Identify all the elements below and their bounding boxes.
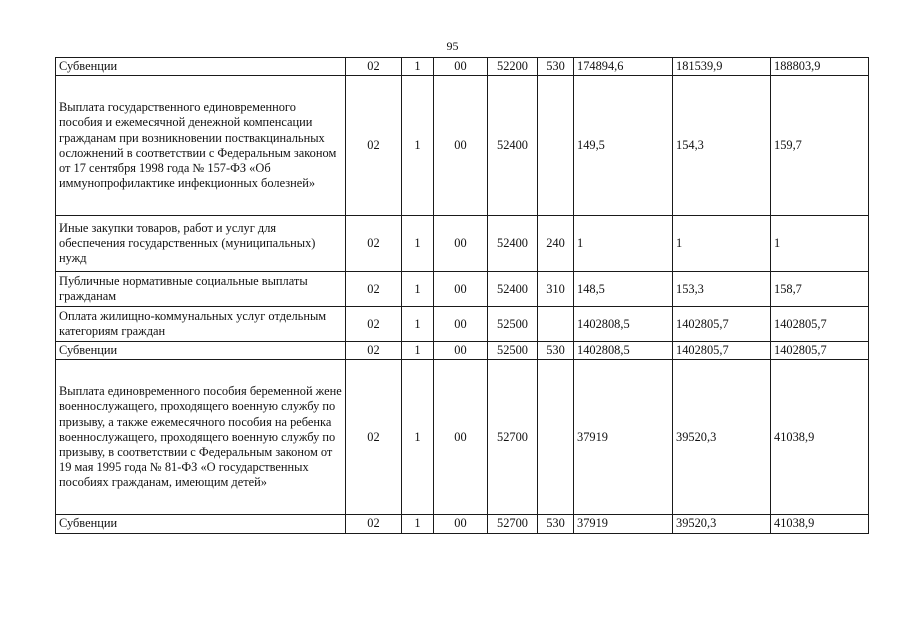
section-code-cell: 02 (346, 272, 402, 307)
year1-amount-cell: 1402808,5 (574, 307, 673, 342)
table-row (56, 272, 869, 307)
year1-amount-cell: 174894,6 (574, 58, 673, 76)
section-code-cell: 02 (346, 342, 402, 360)
year2-amount-cell: 39520,3 (673, 360, 771, 515)
expense-name-cell: Субвенции (56, 342, 346, 360)
year2-amount-cell: 153,3 (673, 272, 771, 307)
year3-amount-cell: 158,7 (771, 272, 869, 307)
direction-code-cell: 52700 (488, 360, 538, 515)
direction-code-cell: 52500 (488, 342, 538, 360)
expense-name-cell: Публичные нормативные социальные выплаты гражданам (56, 272, 346, 307)
direction-code-cell: 52400 (488, 216, 538, 272)
direction-code-cell: 52700 (488, 515, 538, 533)
section-code-cell: 02 (346, 216, 402, 272)
page-number: 95 (446, 39, 459, 53)
expense-type-cell: 530 (538, 342, 574, 360)
year3-amount-cell: 188803,9 (771, 58, 869, 76)
event-code-cell: 00 (434, 58, 488, 76)
subprogram-code-cell: 1 (402, 342, 434, 360)
table-row (56, 342, 869, 360)
direction-code-cell: 52200 (488, 58, 538, 76)
expense-type-cell: 310 (538, 272, 574, 307)
year1-amount-cell: 1402808,5 (574, 342, 673, 360)
subprogram-code-cell: 1 (402, 515, 434, 533)
expense-name-cell: Субвенции (56, 58, 346, 76)
year1-amount-cell: 1 (574, 216, 673, 272)
year3-amount-cell: 1402805,7 (771, 342, 869, 360)
expense-name-cell: Оплата жилищно-коммунальных услуг отдельным категориям граждан (56, 307, 346, 342)
year2-amount-cell: 1 (673, 216, 771, 272)
year2-amount-cell: 181539,9 (673, 58, 771, 76)
year3-amount-cell: 159,7 (771, 76, 869, 216)
year2-amount-cell: 1402805,7 (673, 307, 771, 342)
year3-amount-cell: 1402805,7 (771, 307, 869, 342)
subprogram-code-cell: 1 (402, 360, 434, 515)
expense-type-cell: 530 (538, 58, 574, 76)
section-code-cell: 02 (346, 76, 402, 216)
direction-code-cell: 52400 (488, 76, 538, 216)
table-row (56, 76, 869, 216)
expense-type-cell (538, 76, 574, 216)
budget-table (55, 57, 869, 534)
table-row (56, 58, 869, 76)
year1-amount-cell: 37919 (574, 515, 673, 533)
event-code-cell: 00 (434, 515, 488, 533)
year1-amount-cell: 149,5 (574, 76, 673, 216)
section-code-cell: 02 (346, 360, 402, 515)
subprogram-code-cell: 1 (402, 216, 434, 272)
expense-name-cell: Выплата единовременного пособия беременной жене военнослужащего, проходящего военную службу по призыву, а также ежемесячного пособия на ребенка военнослужащего, проходящего военную службу по призыву, в соответствии с Федеральным законом от 19 мая 1995 года № 81-ФЗ «О государственных пособиях гражданам, имеющим детей» (56, 360, 346, 515)
expense-type-cell: 240 (538, 216, 574, 272)
year3-amount-cell: 1 (771, 216, 869, 272)
year1-amount-cell: 37919 (574, 360, 673, 515)
direction-code-cell: 52500 (488, 307, 538, 342)
expense-name-cell: Субвенции (56, 515, 346, 533)
subprogram-code-cell: 1 (402, 272, 434, 307)
year2-amount-cell: 154,3 (673, 76, 771, 216)
year3-amount-cell: 41038,9 (771, 360, 869, 515)
expense-name-cell: Выплата государственного единовременного пособия и ежемесячной денежной компенсации гражданам при возникновении поствакцинальных осложнений в соответствии с Федеральным законом от 17 сентября 1998 года № 157-ФЗ «Об иммунопрофилактике инфекционных болезней» (56, 76, 346, 216)
subprogram-code-cell: 1 (402, 76, 434, 216)
event-code-cell: 00 (434, 216, 488, 272)
table-row (56, 307, 869, 342)
year1-amount-cell: 148,5 (574, 272, 673, 307)
table-row (56, 360, 869, 515)
event-code-cell: 00 (434, 342, 488, 360)
event-code-cell: 00 (434, 360, 488, 515)
expense-name-cell: Иные закупки товаров, работ и услуг для обеспечения государственных (муниципальных) нужд (56, 216, 346, 272)
year2-amount-cell: 39520,3 (673, 515, 771, 533)
direction-code-cell: 52400 (488, 272, 538, 307)
event-code-cell: 00 (434, 307, 488, 342)
subprogram-code-cell: 1 (402, 58, 434, 76)
expense-type-cell: 530 (538, 515, 574, 533)
year3-amount-cell: 41038,9 (771, 515, 869, 533)
section-code-cell: 02 (346, 515, 402, 533)
section-code-cell: 02 (346, 58, 402, 76)
table-row (56, 515, 869, 533)
budget-table-body (56, 58, 869, 534)
expense-type-cell (538, 307, 574, 342)
section-code-cell: 02 (346, 307, 402, 342)
expense-type-cell (538, 360, 574, 515)
year2-amount-cell: 1402805,7 (673, 342, 771, 360)
subprogram-code-cell: 1 (402, 307, 434, 342)
event-code-cell: 00 (434, 272, 488, 307)
event-code-cell: 00 (434, 76, 488, 216)
table-row (56, 216, 869, 272)
